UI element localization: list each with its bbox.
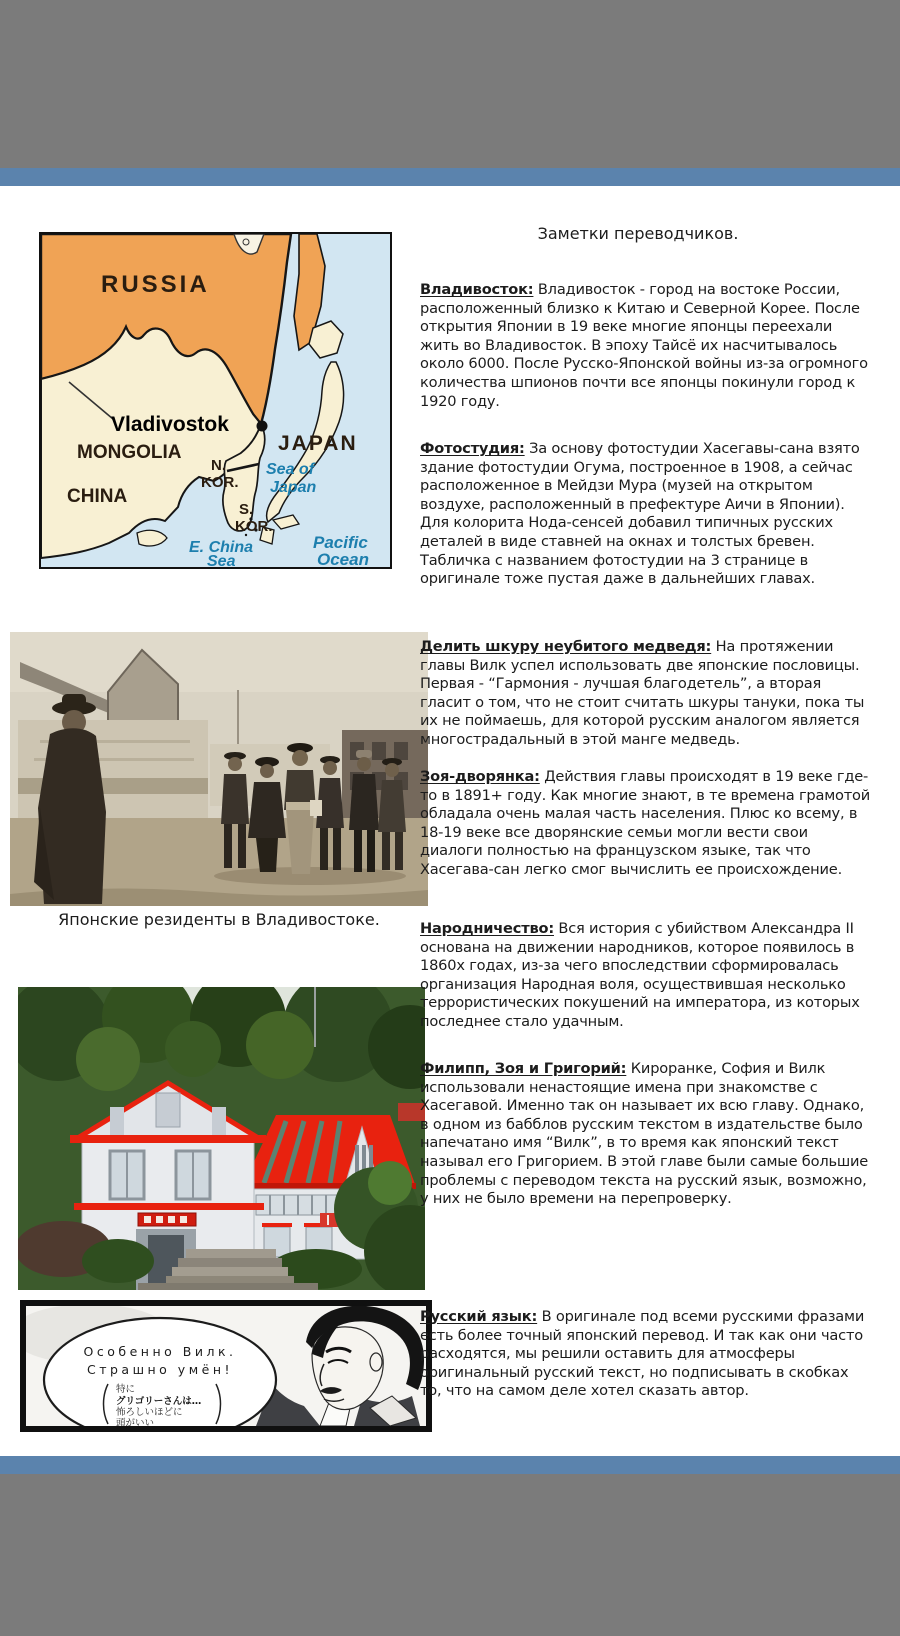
note-term: Зоя-дворянка: [420, 768, 540, 785]
accent-stripe-bottom [0, 1456, 900, 1474]
map-label-echina-1: E. China [189, 539, 254, 556]
note-term: Русский язык: [420, 1308, 538, 1325]
note-bear-proverb [420, 638, 874, 750]
bubble-jp-line3: 怖ろしいほどに [116, 1407, 183, 1418]
note-zoya-noblewoman [420, 768, 874, 880]
manga-panel [20, 1300, 432, 1432]
map-label-skor-2: KOR. [235, 518, 273, 535]
accent-stripe-top [0, 168, 900, 186]
studio-bush [82, 1239, 154, 1283]
photo-studio-building [18, 987, 425, 1290]
note-russian-language [420, 1308, 874, 1401]
map-label-echina-2: Sea [207, 553, 236, 567]
map-label-russia: RUSSIA [101, 271, 210, 298]
note-term: Делить шкуру неубитого медведя: [420, 638, 712, 655]
manga-illustration [20, 1300, 432, 1432]
note-text: В оригинале под всеми русскими фразами есть более точный японский перевод. И так как они часто расходятся, мы решили оставить для атмосферы оригинальный русский текст, но подписывать в скобках то, что на самом деле хотел сказать автор. [420, 1308, 865, 1400]
note-philip-zoya-grigory [420, 1060, 874, 1209]
studio-pediment-pillar [212, 1107, 226, 1135]
note-narodnichestvo [420, 920, 874, 1032]
map-label-pacific-1: Pacific [313, 533, 368, 552]
note-text: Действия главы происходят в 19 веке где-то в 1891+ году. Как многие знают, в те времена грамотой обладала очень малая часть населения. Плюс ко всему, в 18-19 веке все дворянские семьи могли вести свои диалоги полностью на французском языке, так что Хасегава-сан легко смог вычислить ее происхождение. [420, 768, 871, 878]
note-term: Народничество: [420, 920, 554, 937]
photo-window [394, 742, 408, 760]
map-label-vladivostok: Vladivostok [111, 413, 229, 436]
studio-photo-illustration [18, 987, 425, 1290]
map-label-sea-of-japan-2: Japan [270, 479, 317, 496]
studio-greenery-light [368, 1161, 412, 1205]
map-illustration [41, 234, 390, 567]
note-vladivostok [420, 281, 874, 411]
bubble-ru-line1: Особенно Вилк. [83, 1344, 237, 1359]
vladivostok-dot [257, 421, 268, 432]
note-text: На протяжении главы Вилк успел использовать две японские пословицы. Первая - “Гармония - лучшая благодетель”, а вторая гласит о том, что не стоит считать шкуры тануки, пока ты их не поймаешь, для которой русским аналогом является многострадальный в этой манге медведь. [420, 638, 865, 748]
studio-eave-band-lower [74, 1203, 264, 1210]
map-label-japan: JAPAN [278, 432, 358, 455]
note-text: Кироранке, София и Вилк использовали ненастоящие имена при знакомстве с Хасегавой. Именно так он называет их всю главу. Однако, в одном из бабблов русским текстом в издательстве было напечатано имя “Вилк”, в то время как японский текст называл его Григорием. В этой главе были самые большие проблемы с переводом текста на русский язык, возможно, у них не было времени на перепроверку. [420, 1060, 869, 1208]
map-island [243, 239, 249, 245]
bubble-jp-line2: グリゴリーさんは… [116, 1396, 202, 1407]
studio-gable-window [355, 1145, 359, 1175]
studio-lintel [262, 1223, 292, 1227]
map-label-nkor-1: N. [211, 457, 226, 474]
photo-window [372, 742, 386, 760]
map-label-sea-of-japan-1: Sea of [266, 461, 315, 478]
map-label-nkor-2: KOR. [201, 474, 239, 491]
note-text: Владивосток - город на востоке России, расположенный близко к Китаю и Северной Корее. После открытия Японии в 19 веке многие японцы переехали жить во Владивосток. В эпоху Тайсё их насчитывалось около 6000. После Русско-Японской войны из-за огромного количества шпионов почти все японцы покинули город к 1920 году. [420, 281, 868, 410]
note-text: За основу фотостудии Хасегавы-сана взято здание фотостудии Огума, построенное в 1908, а сейчас расположенное в Мейдзи Мура (музей на открытом воздухе, расположенный в префектуре Аичи в Японии). Для колорита Нода-сенсей добавил типичных русских деталей в виде ставней на окнах и толстых бревен. Табличка с названием фотостудии на 3 странице в оригинале тоже пустая даже в дальнейших главах. [420, 440, 860, 588]
note-photostudio [420, 440, 874, 589]
studio-eave-band [70, 1135, 266, 1143]
bubble-ru-line2: Страшно умён! [86, 1362, 234, 1377]
photo-caption: Японские резиденты в Владивостоке. [58, 910, 380, 929]
page-title: Заметки переводчиков. [537, 224, 739, 243]
photo-sky-light [10, 632, 428, 692]
note-term: Фотостудия: [420, 440, 525, 457]
note-term: Филипп, Зоя и Григорий: [420, 1060, 627, 1077]
note-text: Вся история с убийством Александра II основана на движении народников, которое появилось в 1860х годах, из-за чего впоследствии сформировалась организация Народная воля, осуществившая несколько террористических покушений на императора, из которых последнее стало удачным. [420, 920, 860, 1030]
bubble-jp-line4: 頭がいい [116, 1418, 155, 1429]
map-label-china: CHINA [67, 486, 128, 507]
studio-pediment-pillar [110, 1107, 124, 1135]
map-label-mongolia: MONGOLIA [77, 442, 182, 463]
map-label-pacific-2: Ocean [317, 550, 369, 567]
map-label-skor-1: S. [239, 501, 254, 518]
studio-pediment-ornament [156, 1093, 180, 1127]
bubble-jp-line1: 特に [116, 1384, 136, 1395]
note-term: Владивосток: [420, 281, 534, 298]
vladivostok-map [39, 232, 392, 569]
residents-photo-illustration [10, 632, 428, 906]
photo-japanese-residents [10, 632, 428, 906]
